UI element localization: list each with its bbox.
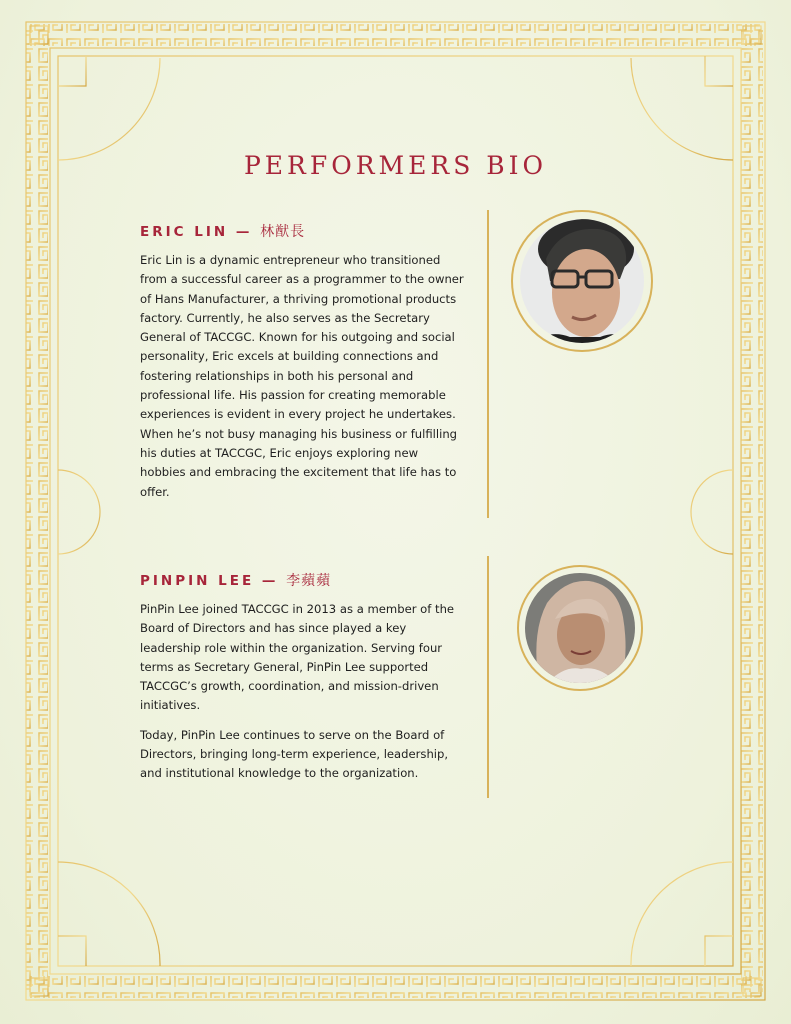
avatar [525, 573, 635, 683]
bio-pinpin-lee [140, 570, 465, 794]
bio-heading [140, 570, 465, 590]
performer-name: PINPIN LEE [140, 573, 255, 589]
bio-eric-lin [140, 221, 465, 512]
performer-name: ERIC LIN [140, 224, 229, 240]
bio-heading [140, 221, 465, 241]
portrait-pinpin-lee [517, 565, 643, 691]
bio-paragraph: Eric Lin is a dynamic entrepreneur who transitioned from a successful career as a programmer to the owner of Hans Manufacturer, a thriving promotional products factory. Currently, he also serves as the Secretary General of TACCGC. Known for his outgoing and social personality, Eric excels at building connections and fostering relationships in both his personal and professional life. His passion for creating memorable experiences is evident in every project he undertakes. When he’s not busy managing his business or fulfilling his duties at TACCGC, Eric enjoys exploring new hobbies and embracing the excitement that life has to offer. [140, 253, 464, 499]
border-bottom-band [30, 976, 761, 998]
portrait-eric-lin [511, 210, 653, 352]
avatar [520, 219, 644, 343]
bio-paragraph: Today, PinPin Lee continues to serve on the Board of Directors, bringing long-term experience, leadership, and institutional knowledge to the organization. [140, 727, 449, 781]
performer-chinese-name: 李蘋蘋 [286, 573, 332, 589]
name-dash: — [235, 224, 253, 240]
name-dash: — [261, 573, 279, 589]
border-top-band [30, 24, 761, 46]
page-title: PERFORMERS BIO [243, 150, 548, 180]
divider-line [487, 556, 489, 798]
performer-chinese-name: 林猷長 [260, 224, 306, 240]
divider-line [487, 210, 489, 518]
bio-paragraph: PinPin Lee joined TACCGC in 2013 as a member of the Board of Directors and has since played a key leadership role within the organization. Serving four terms as Secretary General, PinPin Lee supported TACCGC’s growth, coordination, and mission-driven initiatives. [140, 602, 455, 713]
